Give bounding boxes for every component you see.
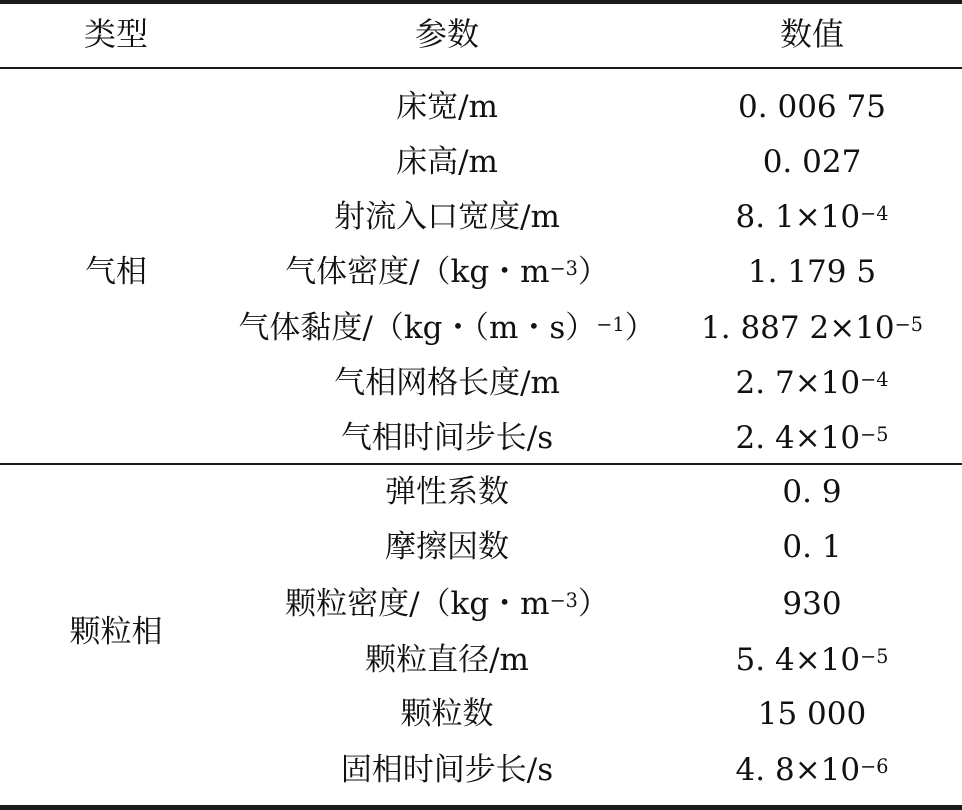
parameter-cell: 射流入口宽度/m	[334, 198, 560, 235]
value-cell: 0. 9	[782, 473, 842, 510]
parameter-cell: 气相网格长度/m	[334, 364, 560, 401]
parameter-cell: 摩擦因数	[385, 528, 509, 565]
value-cell: 15 000	[757, 695, 867, 732]
value-cell: 0. 006 75	[738, 88, 886, 125]
top-rule	[0, 0, 962, 4]
parameter-cell: 气相时间步长/s	[340, 419, 554, 456]
value-cell: 1. 179 5	[747, 253, 877, 290]
group-divider-rule	[0, 463, 962, 465]
value-cell: 2. 4×10 $^{-5}$	[735, 419, 889, 456]
type-cell: 颗粒相	[69, 613, 163, 650]
parameter-cell: 床高/m	[396, 143, 498, 180]
value-cell: 2. 7×10 $^{-4}$	[735, 364, 889, 401]
parameter-cell: 弹性系数	[385, 473, 509, 510]
header-parameter: 参数	[414, 15, 479, 53]
parameter-cell: 床宽/m	[396, 88, 498, 125]
type-cell: 气相	[85, 253, 147, 290]
value-cell: 4. 8×10 $^{-6}$	[735, 751, 889, 788]
value-cell: 1. 887 2×10 $^{-5}$	[701, 309, 923, 346]
value-cell: 5. 4×10 $^{-5}$	[735, 641, 889, 678]
parameter-cell: 气体密度/（kg・m $^{-3}$ ）	[285, 253, 609, 290]
parameter-cell: 颗粒直径/m	[365, 641, 529, 678]
header-rule	[0, 67, 962, 69]
header-value: 数值	[779, 15, 844, 53]
value-cell: 930	[782, 585, 842, 622]
parameter-cell: 气体黏度/（kg・（m・s） $^{-1}$ ）	[238, 309, 656, 346]
header-type: 类型	[83, 15, 148, 53]
bottom-rule	[0, 805, 962, 810]
parameter-cell: 固相时间步长/s	[340, 751, 554, 788]
parameter-cell: 颗粒密度/（kg・m $^{-3}$ ）	[285, 585, 609, 622]
parameter-cell: 颗粒数	[400, 695, 494, 732]
value-cell: 8. 1×10 $^{-4}$	[735, 198, 889, 235]
value-cell: 0. 027	[762, 143, 862, 180]
value-cell: 0. 1	[782, 528, 842, 565]
